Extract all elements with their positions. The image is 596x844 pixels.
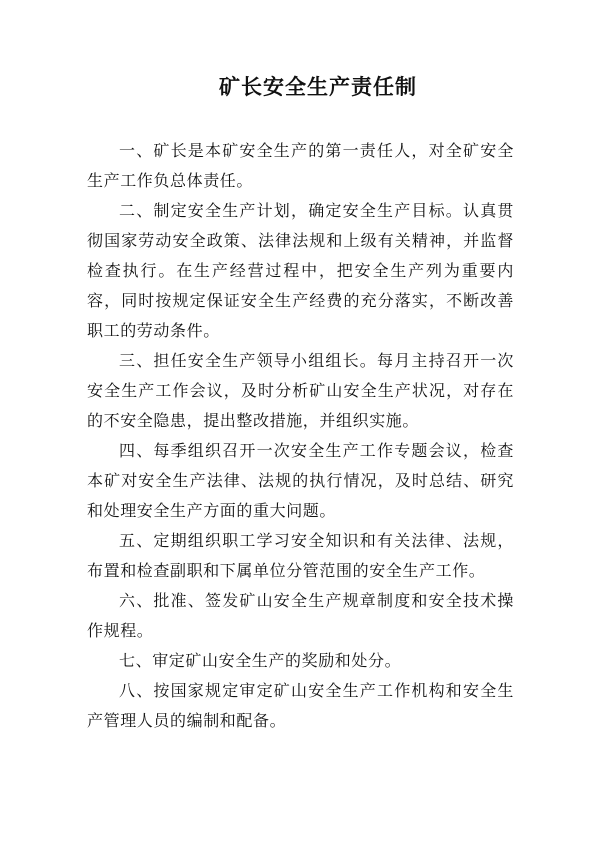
- document-body: [87, 136, 514, 736]
- paragraph-6: 六、批准、签发矿山安全生产规章制度和安全技术操作规程。: [87, 591, 514, 640]
- paragraph-7: 七、审定矿山安全生产的奖励和处分。: [119, 651, 402, 670]
- paragraph-1: 一、矿长是本矿安全生产的第一责任人，对全矿安全生产工作负总体责任。: [87, 141, 514, 190]
- paragraph-2: 二、制定安全生产计划，确定安全生产目标。认真贯彻国家劳动安全政策、法律法规和上级有关精神，并监督检查执行。在生产经营过程中，把安全生产列为重要内容，同时按规定保证安全生产经费的充分落实，不断改善职工的劳动条件。: [87, 201, 514, 340]
- paragraph-5: 五、定期组织职工学习安全知识和有关法律、法规，布置和检查副职和下属单位分管范围的安全生产工作。: [87, 531, 514, 580]
- paragraph-4: 四、每季组织召开一次安全生产工作专题会议，检查本矿对安全生产法律、法规的执行情况，及时总结、研究和处理安全生产方面的重大问题。: [87, 441, 514, 520]
- paragraph-8: 八、按国家规定审定矿山安全生产工作机构和安全生产管理人员的编制和配备。: [87, 681, 514, 730]
- document-title: 矿长安全生产责任制: [219, 74, 417, 99]
- paragraph-3: 三、担任安全生产领导小组组长。每月主持召开一次安全生产工作会议，及时分析矿山安全生产状况，对存在的不安全隐患，提出整改措施，并组织实施。: [87, 351, 514, 430]
